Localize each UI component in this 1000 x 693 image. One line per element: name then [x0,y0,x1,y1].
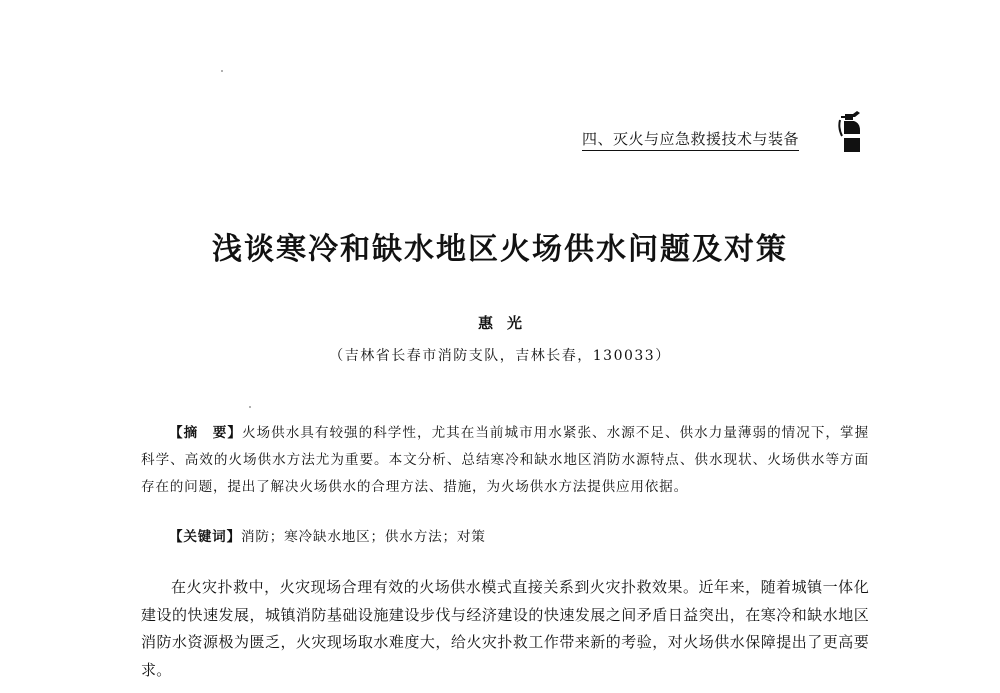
abstract-text: 火场供水具有较强的科学性，尤其在当前城市用水紧张、水源不足、供水力量薄弱的情况下，掌握科学、高效的火场供水方法尤为重要。本文分析、总结寒冷和缺水地区消防水源特点、供水现状、火场供水等方面存在的问题，提出了解决火场供水的合理方法、措施，为火场供水方法提供应用依据。 [141,425,869,495]
section-header: 四、灭火与应急救援技术与装备 [582,128,799,151]
scan-speck [221,70,223,72]
abstract-label: 【摘 要】 [169,425,242,441]
keywords-text: 消防；寒冷缺水地区；供水方法；对策 [240,529,486,545]
paper-title: 浅谈寒冷和缺水地区火场供水问题及对策 [212,232,788,267]
keywords-label: 【关键词】 [169,529,241,545]
keywords [141,524,869,551]
body-paragraph: 在火灾扑救中，火灾现场合理有效的火场供水模式直接关系到火灾扑救效果。近年来，随着城镇一体化建设的快速发展，城镇消防基础设施建设步伐与经济建设的快速发展之间矛盾日益突出，在寒冷和缺水地区消防水资源极为匮乏，火灾现场取水难度大，给火灾扑救工作带来新的考验，对火场供水保障提出了更高要求。 [141,578,869,679]
author-affiliation: （吉林省长春市消防支队，吉林长春，130033） [329,348,671,364]
scan-speck [249,406,251,408]
abstract [141,420,869,501]
author-name: 惠光 [477,314,536,332]
fire-extinguisher-icon [836,110,866,156]
